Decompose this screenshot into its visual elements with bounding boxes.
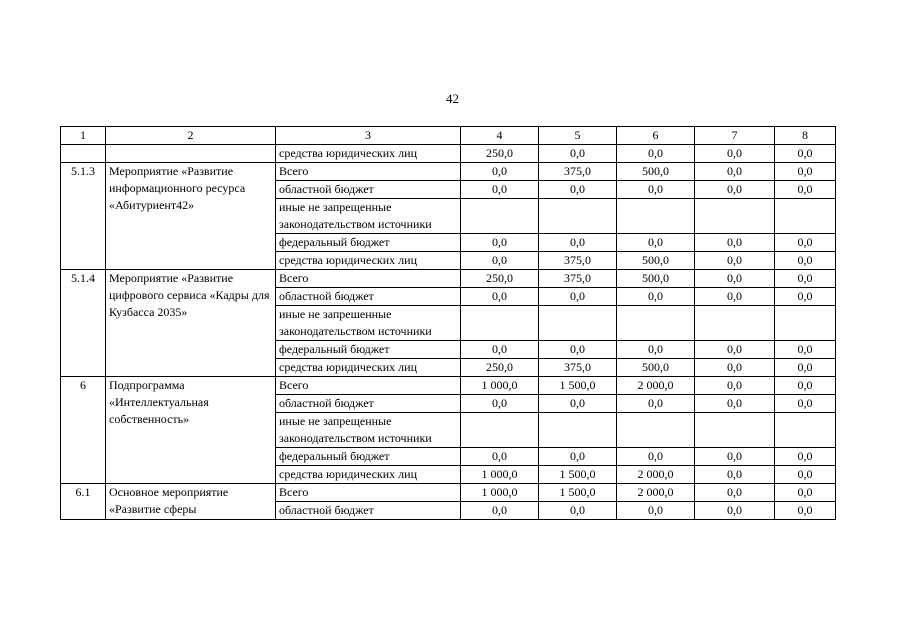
value-cell: 0,0 bbox=[775, 395, 836, 413]
header-cell: 2 bbox=[106, 127, 276, 145]
value-cell: 0,0 bbox=[539, 181, 617, 199]
value-cell: 0,0 bbox=[775, 145, 836, 163]
value-cell: 0,0 bbox=[775, 377, 836, 395]
value-cell: 0,0 bbox=[461, 395, 539, 413]
value-cell: 0,0 bbox=[695, 466, 775, 484]
value-cell: 0,0 bbox=[775, 234, 836, 252]
value-cell: 0,0 bbox=[695, 234, 775, 252]
budget-table bbox=[60, 126, 836, 520]
value-cell: 0,0 bbox=[775, 466, 836, 484]
value-cell: 0,0 bbox=[461, 181, 539, 199]
item-code-cell bbox=[61, 145, 106, 163]
value-cell: 1 500,0 bbox=[539, 377, 617, 395]
item-code-cell: 5.1.4 bbox=[61, 270, 106, 377]
value-cell: 0,0 bbox=[539, 395, 617, 413]
funding-source-cell: иные не запрешенные законодательством источники bbox=[276, 306, 461, 341]
funding-source-cell: областной бюджет bbox=[276, 502, 461, 520]
value-cell: 375,0 bbox=[539, 359, 617, 377]
value-cell: 375,0 bbox=[539, 270, 617, 288]
value-cell: 500,0 bbox=[617, 359, 695, 377]
value-cell: 0,0 bbox=[695, 502, 775, 520]
value-cell: 0,0 bbox=[775, 270, 836, 288]
value-cell bbox=[461, 413, 539, 448]
item-name-cell: Основное мероприятие «Развитие сферы bbox=[106, 484, 276, 520]
value-cell: 0,0 bbox=[617, 181, 695, 199]
funding-source-cell: Всего bbox=[276, 377, 461, 395]
item-name-cell: Подпрограмма «Интеллектуальная собственность» bbox=[106, 377, 276, 484]
page-number: 42 bbox=[446, 91, 459, 106]
value-cell: 0,0 bbox=[617, 341, 695, 359]
funding-source-cell: средства юридических лиц bbox=[276, 466, 461, 484]
funding-source-cell: областной бюджет bbox=[276, 395, 461, 413]
value-cell: 0,0 bbox=[539, 234, 617, 252]
header-cell: 4 bbox=[461, 127, 539, 145]
item-code-cell: 6 bbox=[61, 377, 106, 484]
value-cell: 250,0 bbox=[461, 359, 539, 377]
value-cell: 0,0 bbox=[695, 395, 775, 413]
value-cell bbox=[461, 199, 539, 234]
value-cell: 0,0 bbox=[695, 484, 775, 502]
value-cell: 1 000,0 bbox=[461, 466, 539, 484]
table-row bbox=[61, 163, 836, 181]
value-cell: 0,0 bbox=[539, 341, 617, 359]
value-cell: 0,0 bbox=[461, 252, 539, 270]
header-cell: 8 bbox=[775, 127, 836, 145]
value-cell: 0,0 bbox=[461, 288, 539, 306]
value-cell: 2 000,0 bbox=[617, 484, 695, 502]
header-cell: 3 bbox=[276, 127, 461, 145]
value-cell bbox=[695, 413, 775, 448]
value-cell: 250,0 bbox=[461, 145, 539, 163]
value-cell: 0,0 bbox=[539, 502, 617, 520]
item-code-cell: 5.1.3 bbox=[61, 163, 106, 270]
value-cell: 500,0 bbox=[617, 270, 695, 288]
value-cell bbox=[539, 306, 617, 341]
value-cell: 500,0 bbox=[617, 252, 695, 270]
value-cell: 250,0 bbox=[461, 270, 539, 288]
value-cell: 375,0 bbox=[539, 163, 617, 181]
funding-source-cell: областной бюджет bbox=[276, 288, 461, 306]
value-cell bbox=[695, 199, 775, 234]
table-row bbox=[61, 145, 836, 163]
value-cell bbox=[695, 306, 775, 341]
value-cell: 0,0 bbox=[617, 145, 695, 163]
value-cell bbox=[461, 306, 539, 341]
value-cell: 0,0 bbox=[775, 288, 836, 306]
value-cell: 1 000,0 bbox=[461, 484, 539, 502]
value-cell: 0,0 bbox=[695, 145, 775, 163]
value-cell: 0,0 bbox=[617, 395, 695, 413]
item-code-cell: 6.1 bbox=[61, 484, 106, 520]
value-cell: 0,0 bbox=[539, 288, 617, 306]
value-cell: 0,0 bbox=[461, 163, 539, 181]
value-cell: 2 000,0 bbox=[617, 466, 695, 484]
value-cell: 0,0 bbox=[775, 341, 836, 359]
value-cell: 0,0 bbox=[695, 377, 775, 395]
value-cell bbox=[775, 413, 836, 448]
value-cell: 0,0 bbox=[775, 252, 836, 270]
funding-source-cell: областной бюджет bbox=[276, 181, 461, 199]
value-cell bbox=[775, 306, 836, 341]
value-cell: 0,0 bbox=[775, 484, 836, 502]
table-row bbox=[61, 270, 836, 288]
header-cell: 1 bbox=[61, 127, 106, 145]
value-cell: 375,0 bbox=[539, 252, 617, 270]
funding-source-cell: средства юридических лиц bbox=[276, 252, 461, 270]
value-cell: 0,0 bbox=[617, 288, 695, 306]
value-cell bbox=[775, 199, 836, 234]
funding-source-cell: иные не запрещенные законодательством источники bbox=[276, 199, 461, 234]
value-cell: 0,0 bbox=[617, 448, 695, 466]
header-cell: 5 bbox=[539, 127, 617, 145]
table-body bbox=[61, 127, 836, 520]
value-cell: 0,0 bbox=[539, 448, 617, 466]
value-cell: 0,0 bbox=[617, 502, 695, 520]
value-cell: 1 500,0 bbox=[539, 466, 617, 484]
value-cell bbox=[539, 199, 617, 234]
item-name-cell bbox=[106, 145, 276, 163]
value-cell: 0,0 bbox=[461, 234, 539, 252]
value-cell: 0,0 bbox=[695, 270, 775, 288]
header-cell: 7 bbox=[695, 127, 775, 145]
value-cell: 0,0 bbox=[775, 359, 836, 377]
value-cell: 1 500,0 bbox=[539, 484, 617, 502]
funding-source-cell: иные не запрещенные законодательством источники bbox=[276, 413, 461, 448]
value-cell: 1 000,0 bbox=[461, 377, 539, 395]
funding-source-cell: федеральный бюджет bbox=[276, 448, 461, 466]
funding-source-cell: Всего bbox=[276, 484, 461, 502]
value-cell: 0,0 bbox=[775, 181, 836, 199]
header-cell: 6 bbox=[617, 127, 695, 145]
item-name-cell: Мероприятие «Развитие информационного ресурса «Абитуриент42» bbox=[106, 163, 276, 270]
value-cell bbox=[617, 199, 695, 234]
value-cell bbox=[617, 306, 695, 341]
value-cell: 0,0 bbox=[617, 234, 695, 252]
value-cell: 0,0 bbox=[539, 145, 617, 163]
value-cell: 0,0 bbox=[695, 448, 775, 466]
value-cell bbox=[539, 413, 617, 448]
value-cell: 0,0 bbox=[461, 448, 539, 466]
item-name-cell: Мероприятие «Развитие цифрового сервиса «Кадры для Кузбасса 2035» bbox=[106, 270, 276, 377]
value-cell: 0,0 bbox=[461, 341, 539, 359]
funding-source-cell: Всего bbox=[276, 163, 461, 181]
funding-source-cell: средства юридических лиц bbox=[276, 145, 461, 163]
table-row bbox=[61, 377, 836, 395]
funding-source-cell: федеральный бюджет bbox=[276, 341, 461, 359]
value-cell: 0,0 bbox=[695, 252, 775, 270]
table-row bbox=[61, 484, 836, 502]
value-cell: 0,0 bbox=[775, 448, 836, 466]
funding-source-cell: средства юридических лиц bbox=[276, 359, 461, 377]
value-cell: 0,0 bbox=[775, 502, 836, 520]
value-cell: 0,0 bbox=[695, 359, 775, 377]
value-cell: 0,0 bbox=[695, 288, 775, 306]
header-row bbox=[61, 127, 836, 145]
value-cell: 500,0 bbox=[617, 163, 695, 181]
value-cell: 0,0 bbox=[695, 181, 775, 199]
value-cell: 0,0 bbox=[695, 163, 775, 181]
value-cell: 0,0 bbox=[461, 502, 539, 520]
value-cell: 0,0 bbox=[775, 163, 836, 181]
value-cell bbox=[617, 413, 695, 448]
value-cell: 0,0 bbox=[695, 341, 775, 359]
funding-source-cell: федеральный бюджет bbox=[276, 234, 461, 252]
value-cell: 2 000,0 bbox=[617, 377, 695, 395]
funding-source-cell: Всего bbox=[276, 270, 461, 288]
